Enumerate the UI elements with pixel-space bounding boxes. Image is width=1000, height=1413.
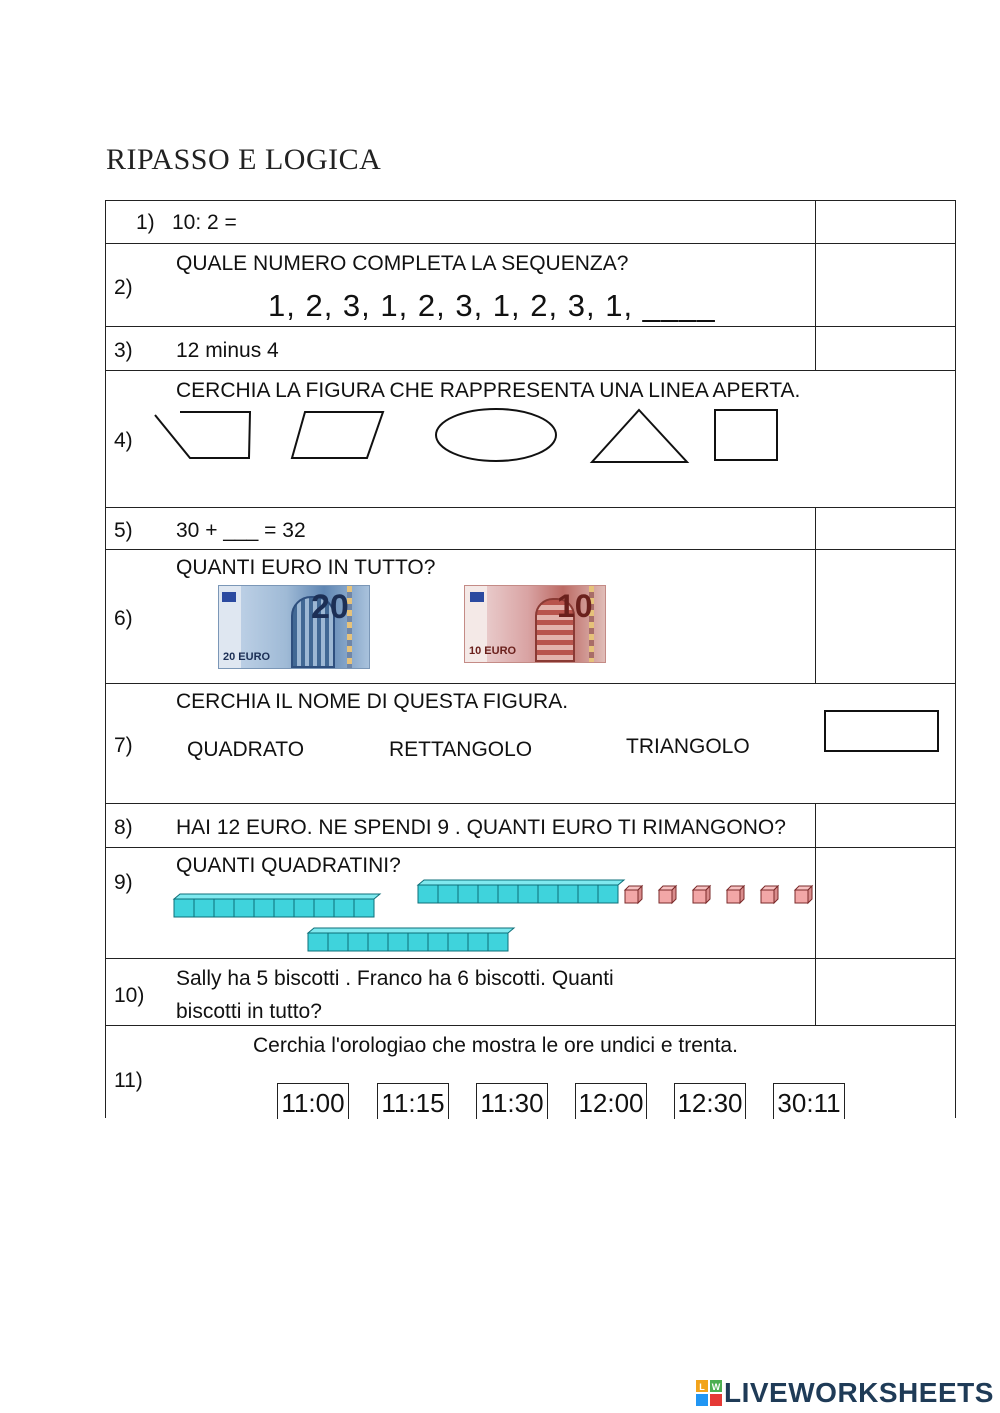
question-text-line-2: biscotti in tutto?: [176, 1000, 322, 1023]
answer-box[interactable]: [817, 849, 954, 957]
unit-cube: [659, 886, 676, 903]
shapes-row: [150, 400, 790, 470]
question-number: 5): [114, 519, 133, 542]
logo-letter: L: [699, 1382, 705, 1392]
answer-box[interactable]: [817, 328, 954, 369]
ten-euro-note: [464, 585, 606, 663]
question-number: 3): [114, 339, 133, 362]
table-border-top: [105, 200, 956, 201]
option-triangolo[interactable]: TRIANGOLO: [626, 735, 750, 758]
logo-letter: W: [711, 1382, 721, 1392]
worksheet-title: RIPASSO E LOGICA: [106, 143, 382, 176]
base-ten-blocks: [160, 875, 820, 960]
unit-cube: [625, 886, 642, 903]
row-divider: [105, 370, 956, 371]
clock-option[interactable]: 11:00: [277, 1083, 349, 1119]
option-quadrato[interactable]: QUADRATO: [187, 738, 305, 761]
question-text: Cerchia l'orologiao che mostra le ore undici e trenta.: [253, 1034, 738, 1057]
note-small-label: 10 EURO: [469, 645, 517, 657]
ellipse-shape[interactable]: [436, 409, 556, 461]
note-value: 10: [557, 588, 593, 624]
question-text: 12 minus 4: [176, 339, 279, 362]
rectangle-figure: [824, 710, 939, 752]
answer-box[interactable]: [817, 245, 954, 325]
square-shape[interactable]: [715, 410, 777, 460]
question-number: 2): [114, 276, 133, 299]
note-small-label: 20 EURO: [223, 651, 271, 663]
tens-rod: [174, 894, 380, 917]
triangle-shape[interactable]: [592, 410, 687, 462]
clock-option[interactable]: 12:30: [674, 1083, 746, 1119]
table-border-left: [105, 200, 106, 1118]
row-divider: [105, 326, 956, 327]
brand-text: LIVEWORKSHEETS: [724, 1377, 994, 1408]
answer-column-divider: [815, 200, 816, 371]
question-text: 10: 2 =: [172, 211, 237, 234]
row-divider: [105, 1025, 956, 1026]
question-text: QUANTI QUADRATINI?: [176, 854, 401, 877]
clock-option[interactable]: 12:00: [575, 1083, 647, 1119]
answer-box[interactable]: [817, 960, 954, 1024]
tens-rod: [418, 880, 624, 903]
row-divider: [105, 507, 956, 508]
question-text: QUALE NUMERO COMPLETA LA SEQUENZA?: [176, 252, 629, 275]
note-value: 20: [311, 588, 349, 626]
tens-rod: [308, 928, 514, 951]
question-number: 4): [114, 429, 133, 452]
twenty-euro-note: [218, 585, 370, 669]
question-text: CERCHIA LA FIGURA CHE RAPPRESENTA UNA LINEA APERTA.: [176, 379, 801, 402]
row-divider: [105, 683, 956, 684]
number-sequence: 1, 2, 3, 1, 2, 3, 1, 2, 3, 1, ____: [268, 288, 716, 323]
question-number: 9): [114, 871, 133, 894]
liveworksheets-logo-icon: [696, 1380, 722, 1406]
answer-box[interactable]: [817, 509, 954, 548]
question-text: HAI 12 EURO. NE SPENDI 9 . QUANTI EURO TI RIMANGONO?: [176, 816, 786, 839]
row-divider: [105, 847, 956, 848]
unit-cube: [761, 886, 778, 903]
parallelogram-shape[interactable]: [292, 412, 383, 458]
unit-cube: [693, 886, 710, 903]
open-line-shape[interactable]: [155, 412, 250, 458]
question-number: 8): [114, 816, 133, 839]
question-text: CERCHIA IL NOME DI QUESTA FIGURA.: [176, 690, 569, 713]
unit-cube: [727, 886, 744, 903]
question-text: QUANTI EURO IN TUTTO?: [176, 556, 436, 579]
clock-option[interactable]: 11:30: [476, 1083, 548, 1119]
liveworksheets-brand: [696, 1376, 994, 1410]
question-number: 10): [114, 984, 145, 1007]
answer-box[interactable]: [817, 202, 954, 242]
question-number: 11): [114, 1069, 143, 1092]
question-number: 6): [114, 607, 133, 630]
row-divider: [105, 803, 956, 804]
row-divider: [105, 243, 956, 244]
row-divider: [105, 549, 956, 550]
table-border-right: [955, 200, 956, 1118]
answer-box[interactable]: [817, 551, 954, 682]
question-text-line-1: Sally ha 5 biscotti . Franco ha 6 biscotti. Quanti: [176, 967, 614, 990]
option-rettangolo[interactable]: RETTANGOLO: [389, 738, 533, 761]
clock-option[interactable]: 11:15: [377, 1083, 449, 1119]
question-number: 1): [136, 211, 155, 234]
unit-cube: [795, 886, 812, 903]
question-text: 30 + ___ = 32: [176, 519, 306, 542]
question-number: 7): [114, 734, 133, 757]
answer-column-divider: [815, 507, 816, 684]
clock-option[interactable]: 30:11: [773, 1083, 845, 1119]
